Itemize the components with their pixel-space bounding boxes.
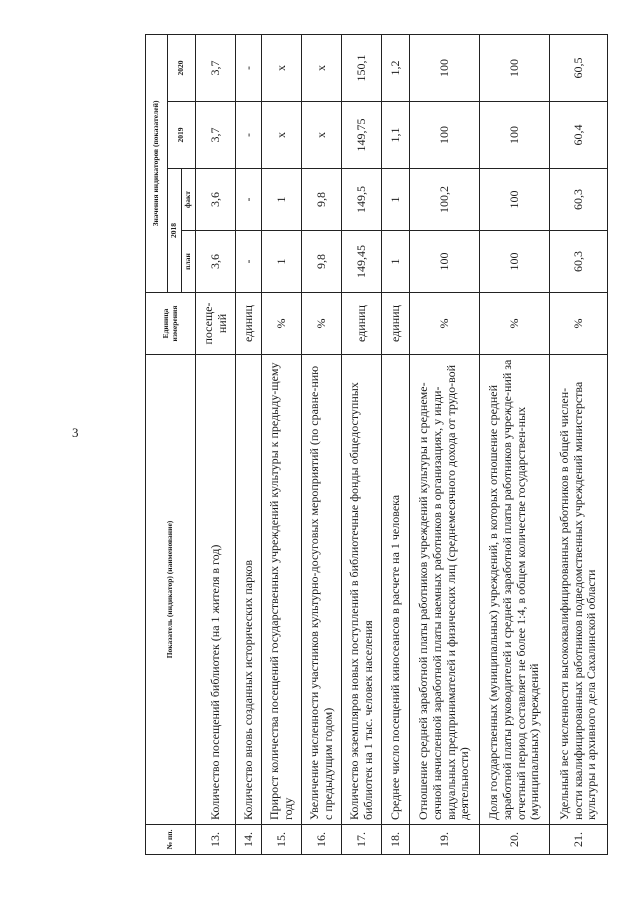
row-name: Количество посещений библиотек (на 1 жителя в год): [196, 355, 236, 825]
row-unit: единиц: [342, 293, 382, 355]
row-unit: %: [480, 293, 550, 355]
row-plan-2018: 1: [262, 231, 302, 293]
row-plan-2018: 1: [382, 231, 410, 293]
row-num: 16.: [302, 825, 342, 855]
row-plan-2018: 100: [410, 231, 480, 293]
row-num: 17.: [342, 825, 382, 855]
row-2019: х: [302, 102, 342, 169]
table-row: [342, 34, 382, 854]
header-indicator: Показатель (индикатор) (наименование): [146, 355, 196, 825]
row-fact-2018: 1: [382, 169, 410, 231]
table-row: [196, 34, 236, 854]
row-unit: %: [410, 293, 480, 355]
row-2020: 1,2: [382, 34, 410, 101]
row-plan-2018: 3,6: [196, 231, 236, 293]
row-2019: 3,7: [196, 102, 236, 169]
row-num: 20.: [480, 825, 550, 855]
header-fact: факт: [182, 169, 196, 231]
row-2019: 100: [410, 102, 480, 169]
row-plan-2018: 60,3: [550, 231, 608, 293]
row-num: 15.: [262, 825, 302, 855]
row-name: Среднее число посещений киносеансов в расчете на 1 человека: [382, 355, 410, 825]
table-row: [480, 34, 550, 854]
row-unit: единиц: [236, 293, 262, 355]
header-2020: 2020: [168, 34, 196, 101]
row-name: Количество экземпляров новых поступлений в библиотечные фонды общедоступных библиотек на 1 тыс. человек населения: [342, 355, 382, 825]
row-2020: -: [236, 34, 262, 101]
row-unit: посеще-ний: [196, 293, 236, 355]
row-name: Увеличение численности участников культурно-досуговых мероприятий (по сравне-нию с предыдущим годом): [302, 355, 342, 825]
row-num: 13.: [196, 825, 236, 855]
table-row: [410, 34, 480, 854]
row-unit: единиц: [382, 293, 410, 355]
row-name: Количество вновь созданных исторических парков: [236, 355, 262, 825]
header-plan: план: [182, 231, 196, 293]
row-2019: 1,1: [382, 102, 410, 169]
row-fact-2018: 3,6: [196, 169, 236, 231]
row-name: Удельный вес численности высококвалифицированных работников в общей числен-ности квалифицированных работников подведомственных учреждений министерства культуры и архивного дела Сахалинской области: [550, 355, 608, 825]
row-2020: х: [302, 34, 342, 101]
row-2020: 60,5: [550, 34, 608, 101]
row-2019: 60,4: [550, 102, 608, 169]
row-num: 19.: [410, 825, 480, 855]
row-unit: %: [302, 293, 342, 355]
page-number: 3: [72, 425, 79, 440]
header-2018: 2018: [168, 169, 182, 293]
header-row: [146, 34, 168, 854]
row-2020: 3,7: [196, 34, 236, 101]
indicators-table-rotated: [145, 35, 597, 855]
row-fact-2018: 100,2: [410, 169, 480, 231]
row-2019: х: [262, 102, 302, 169]
row-num: 18.: [382, 825, 410, 855]
row-2019: 149,75: [342, 102, 382, 169]
table-row: [550, 34, 608, 854]
row-plan-2018: 100: [480, 231, 550, 293]
header-num: № пп.: [146, 825, 196, 855]
row-2020: 150,1: [342, 34, 382, 101]
row-2019: -: [236, 102, 262, 169]
row-fact-2018: 149,5: [342, 169, 382, 231]
row-fact-2018: 60,3: [550, 169, 608, 231]
row-2020: 100: [480, 34, 550, 101]
row-name: Доля государственных (муниципальных) учреждений, в которых отношение средней заработной платы руководителей и средней заработной платы работников учрежде-ний за отчетный период составляет не более 1:4, в общем количестве государствен-ных (муниципальных) учреждений: [480, 355, 550, 825]
row-plan-2018: -: [236, 231, 262, 293]
row-unit: %: [262, 293, 302, 355]
row-fact-2018: -: [236, 169, 262, 231]
row-fact-2018: 9,8: [302, 169, 342, 231]
header-unit: Единица измерения: [146, 293, 196, 355]
row-name: Прирост количества посещений государственных учреждений культуры к предыду-щему году: [262, 355, 302, 825]
table-row: [236, 34, 262, 854]
row-num: 14.: [236, 825, 262, 855]
table-row: [382, 34, 410, 854]
table-row: [302, 34, 342, 854]
row-2020: х: [262, 34, 302, 101]
row-plan-2018: 149,45: [342, 231, 382, 293]
row-plan-2018: 9,8: [302, 231, 342, 293]
table-row: [262, 34, 302, 854]
header-2019: 2019: [168, 102, 196, 169]
indicators-table: [145, 34, 608, 855]
header-values: Значения индикаторов (показателей): [146, 34, 168, 292]
row-2019: 100: [480, 102, 550, 169]
row-fact-2018: 1: [262, 169, 302, 231]
row-num: 21.: [550, 825, 608, 855]
row-fact-2018: 100: [480, 169, 550, 231]
row-unit: %: [550, 293, 608, 355]
row-2020: 100: [410, 34, 480, 101]
row-name: Отношение средней заработной платы работников учреждений культуры и среднеме-сячной начисленной заработной платы наемных работников в организациях, у инди-видуальных предпринимателей и физических лиц (среднемесячного дохода от трудо-вой деятельности): [410, 355, 480, 825]
